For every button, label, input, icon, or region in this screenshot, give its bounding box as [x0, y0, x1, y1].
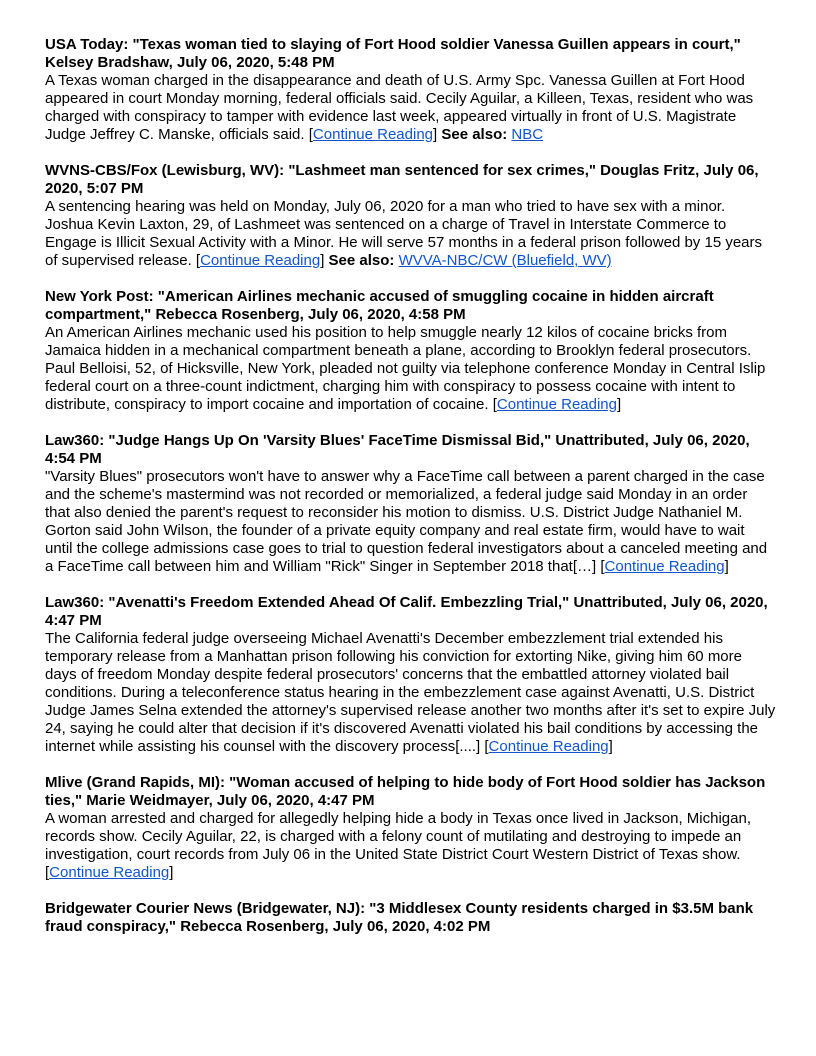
- article: [45, 900, 776, 936]
- article-body: An American Airlines mechanic used his position to help smuggle nearly 12 kilos of cocaine bricks from Jamaica hidden in a mechanical compartment beneath a plane, according to Brooklyn federal prosecutors. Paul Belloisi, 52, of Hicksville, New York, pleaded not guilty via telephone conference Monday in Central Islip federal court on a three-count indictment, charging him with conspiracy to possess cocaine with intent to distribute, conspiracy to import cocaine and importation of cocaine. [Continue Reading]: [45, 324, 766, 413]
- article: [45, 774, 776, 882]
- article-summary: A sentencing hearing was held on Monday, July 06, 2020 for a man who tried to have sex with a minor. Joshua Kevin Laxton, 29, of Lashmeet was sentenced on a charge of Travel in Interstate Commerce to Engage is Illicit Sexual Activity with a Minor. He will serve 57 months in a federal prison followed by 15 years of supervised release.: [45, 198, 763, 269]
- article-summary: A Texas woman charged in the disappearance and death of U.S. Army Spc. Vanessa Guillen at Fort Hood appeared in court Monday morning, federal officials said. Cecily Aguilar, a Killeen, Texas, resident who was charged with conspiracy to tamper with evidence last week, appeared virtually in front of U.S. Magistrate Judge Jeffrey C. Manske, officials said.: [45, 72, 754, 143]
- article-body: "Varsity Blues" prosecutors won't have to answer why a FaceTime call between a parent charged in the case and the scheme's mastermind was not recorded or memorialized, a federal judge said Monday in an order that also denied the parent's request to reconsider his motion to dismiss. U.S. District Judge Nathaniel M. Gorton said John Wilson, the founder of a private equity company and real estate firm, would have to wait until the college admissions case goes to trial to question federal investigators about a canceled meeting and a FaceTime call between him and William "Rick" Singer in September 2018 that[…] [Continue Reading]: [45, 468, 768, 575]
- see-also-link[interactable]: WVVA-NBC/CW (Bluefield, WV): [398, 252, 612, 269]
- article-summary: An American Airlines mechanic used his position to help smuggle nearly 12 kilos of cocaine bricks from Jamaica hidden in a mechanical compartment beneath a plane, according to Brooklyn federal prosecutors. Paul Belloisi, 52, of Hicksville, New York, pleaded not guilty via telephone conference Monday in Central Islip federal court on a three-count indictment, charging him with conspiracy to possess cocaine with intent to distribute, conspiracy to import cocaine and importation of cocaine.: [45, 324, 766, 413]
- article: [45, 36, 776, 144]
- article-summary: A woman arrested and charged for allegedly helping hide a body in Texas once lived in Jackson, Michigan, records show. Cecily Aguilar, 22, is charged with a felony count of mutilating and destroying to impede an investigation, court records from July 06 in the United State District Court Western District of Texas show.: [45, 810, 751, 863]
- article-body: A woman arrested and charged for allegedly helping hide a body in Texas once lived in Jackson, Michigan, records show. Cecily Aguilar, 22, is charged with a felony count of mutilating and destroying to impede an investigation, court records from July 06 in the United State District Court Western District of Texas show. [Continue Reading]: [45, 810, 751, 881]
- see-also-label: See also:: [328, 252, 395, 269]
- continue-reading-link[interactable]: Continue Reading: [488, 738, 609, 755]
- article: [45, 288, 776, 414]
- continue-reading-link[interactable]: Continue Reading: [200, 252, 321, 269]
- article-body: The California federal judge overseeing Michael Avenatti's December embezzlement trial extended his temporary release from a Manhattan prison following his conviction for extorting Nike, giving him 60 more days of freedom Monday despite federal prosecutors' concerns that the embattled attorney violated bail conditions. During a teleconference status hearing in the embezzlement case against Avenatti, U.S. District Judge James Selna extended the attorney's supervised release another two months after it's set to expire July 24, saying he could alter that decision if it's discovered Avenatti violated his bail conditions by accessing the internet while assisting his counsel with the discovery process[....] [Continue Reading]: [45, 630, 776, 755]
- article-headline: USA Today: "Texas woman tied to slaying of Fort Hood soldier Vanessa Guillen appears in court," Kelsey Bradshaw, July 06, 2020, 5:48 PM: [45, 36, 741, 71]
- article-headline: Law360: "Judge Hangs Up On 'Varsity Blues' FaceTime Dismissal Bid," Unattributed, July 06, 2020, 4:54 PM: [45, 432, 750, 467]
- article-headline: Law360: "Avenatti's Freedom Extended Ahead Of Calif. Embezzling Trial," Unattributed, July 06, 2020, 4:47 PM: [45, 594, 768, 629]
- article: [45, 162, 776, 270]
- article-summary: The California federal judge overseeing Michael Avenatti's December embezzlement trial extended his temporary release from a Manhattan prison following his conviction for extorting Nike, giving him 60 more days of freedom Monday despite federal prosecutors' concerns that the embattled attorney violated bail conditions. During a teleconference status hearing in the embezzlement case against Avenatti, U.S. District Judge James Selna extended the attorney's supervised release another two months after it's set to expire July 24, saying he could alter that decision if it's discovered Avenatti violated his bail conditions by accessing the internet while assisting his counsel with the discovery process[....]: [45, 630, 776, 755]
- article-headline: WVNS-CBS/Fox (Lewisburg, WV): "Lashmeet man sentenced for sex crimes," Douglas Fritz, July 06, 2020, 5:07 PM: [45, 162, 759, 197]
- article-headline: Bridgewater Courier News (Bridgewater, NJ): "3 Middlesex County residents charged in $3.5M bank fraud conspiracy," Rebecca Rosenberg, July 06, 2020, 4:02 PM: [45, 900, 754, 935]
- see-also-label: See also:: [441, 126, 508, 143]
- article-body: A sentencing hearing was held on Monday, July 06, 2020 for a man who tried to have sex with a minor. Joshua Kevin Laxton, 29, of Lashmeet was sentenced on a charge of Travel in Interstate Commerce to Engage is Illicit Sexual Activity with a Minor. He will serve 57 months in a federal prison followed by 15 years of supervised release. [Continue Reading] See also: WVVA-NBC/CW (Bluefield, WV): [45, 198, 763, 269]
- article-summary: "Varsity Blues" prosecutors won't have to answer why a FaceTime call between a parent charged in the case and the scheme's mastermind was not recorded or memorialized, a federal judge said Monday in an order that also denied the parent's request to reconsider his motion to dismiss. U.S. District Judge Nathaniel M. Gorton said John Wilson, the founder of a private equity company and real estate firm, would have to wait until the college admissions case goes to trial to question federal investigators about a canceled meeting and a FaceTime call between him and William "Rick" Singer in September 2018 that[…]: [45, 468, 768, 575]
- article: [45, 594, 776, 756]
- article-headline: New York Post: "American Airlines mechanic accused of smuggling cocaine in hidden aircraft compartment," Rebecca Rosenberg, July 06, 2020, 4:58 PM: [45, 288, 714, 323]
- article: [45, 432, 776, 576]
- continue-reading-link[interactable]: Continue Reading: [496, 396, 617, 413]
- continue-reading-link[interactable]: Continue Reading: [312, 126, 434, 143]
- continue-reading-link[interactable]: Continue Reading: [49, 864, 170, 881]
- see-also-link[interactable]: NBC: [511, 126, 544, 143]
- article-body: A Texas woman charged in the disappearance and death of U.S. Army Spc. Vanessa Guillen at Fort Hood appeared in court Monday morning, federal officials said. Cecily Aguilar, a Killeen, Texas, resident who was charged with conspiracy to tamper with evidence last week, appeared virtually in front of U.S. Magistrate Judge Jeffrey C. Manske, officials said. [Continue Reading] See also: NBC: [45, 72, 754, 143]
- continue-reading-link[interactable]: Continue Reading: [604, 558, 725, 575]
- article-headline: Mlive (Grand Rapids, MI): "Woman accused of helping to hide body of Fort Hood soldier has Jackson ties," Marie Weidmayer, July 06, 2020, 4:47 PM: [45, 774, 766, 809]
